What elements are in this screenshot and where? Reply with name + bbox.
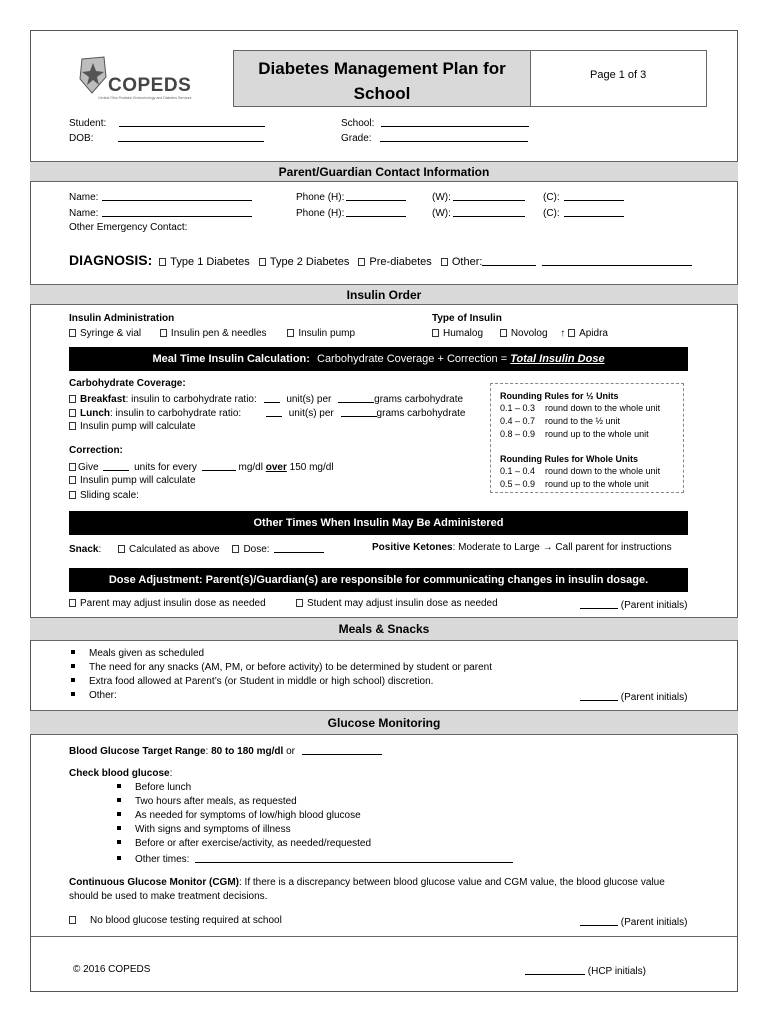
diagnosis-label: DIAGNOSIS: xyxy=(69,252,153,268)
contact-section-header: Parent/Guardian Contact Information xyxy=(30,161,738,182)
bullet-icon xyxy=(117,784,121,788)
glucose-parent-initials[interactable]: (Parent initials) xyxy=(580,915,687,928)
diagnosis-type2[interactable]: Type 2 Diabetes xyxy=(259,256,350,268)
meals-item-3: Other: xyxy=(71,690,117,701)
phone-w-1[interactable]: (W): xyxy=(432,190,525,203)
checkbox-icon[interactable] xyxy=(69,409,76,417)
checkbox-icon[interactable] xyxy=(159,258,166,266)
checkbox-icon[interactable] xyxy=(69,491,76,499)
student-label: Student: xyxy=(69,118,107,129)
pump-calc-row[interactable]: Insulin pump will calculate xyxy=(69,421,196,432)
correction-label: Correction: xyxy=(69,445,123,456)
rounding-half-rule-0: 0.1 – 0.3 round down to the whole unit xyxy=(500,403,661,413)
checkbox-icon[interactable] xyxy=(568,329,575,337)
phone-w-2[interactable]: (W): xyxy=(432,206,525,219)
diagnosis-other[interactable]: Other: xyxy=(441,256,693,268)
diagnosis-row xyxy=(69,252,692,268)
check-item-1: Two hours after meals, as requested xyxy=(117,796,297,807)
bullet-icon xyxy=(117,812,121,816)
rounding-whole-rule-0: 0.1 – 0.4 round down to the whole unit xyxy=(500,466,661,476)
student-field[interactable] xyxy=(69,116,265,129)
phone-c-2[interactable]: (C): xyxy=(543,206,624,219)
checkbox-icon[interactable] xyxy=(441,258,448,266)
target-range-row[interactable]: Blood Glucose Target Range: 80 to 180 mg/dl or xyxy=(69,744,382,757)
checkbox-icon[interactable] xyxy=(69,599,76,607)
meals-item-0: Meals given as scheduled xyxy=(71,648,204,659)
school-field[interactable] xyxy=(341,116,529,129)
contact-other[interactable]: Other Emergency Contact: xyxy=(69,222,188,233)
insulin-type-label: Type of Insulin xyxy=(432,313,502,324)
phone-h-1[interactable]: Phone (H): xyxy=(296,190,406,203)
phone-h-2[interactable]: Phone (H): xyxy=(296,206,406,219)
contact-name-1[interactable]: Name: xyxy=(69,190,252,203)
check-item-5[interactable]: Other times: xyxy=(117,852,513,865)
diagnosis-type1[interactable]: Type 1 Diabetes xyxy=(159,256,250,268)
bullet-icon xyxy=(117,856,121,860)
checkbox-icon[interactable] xyxy=(296,599,303,607)
other-times-header: Other Times When Insulin May Be Administered xyxy=(69,511,688,535)
copyright: © 2016 COPEDS xyxy=(73,964,151,975)
glucose-section-header: Glucose Monitoring xyxy=(30,710,738,735)
no-testing-row[interactable]: No blood glucose testing required at school xyxy=(69,915,282,926)
bullet-icon xyxy=(71,650,75,654)
bullet-icon xyxy=(71,678,75,682)
insulin-type-options xyxy=(432,328,608,339)
option-humalog[interactable]: Humalog xyxy=(432,328,483,339)
insulin-order-header: Insulin Order xyxy=(30,284,738,305)
phone-c-1[interactable]: (C): xyxy=(543,190,624,203)
check-glucose-label: Check blood glucose: xyxy=(69,768,173,779)
checkbox-icon[interactable] xyxy=(432,329,439,337)
bullet-icon xyxy=(117,840,121,844)
rounding-whole-title: Rounding Rules for Whole Units xyxy=(500,454,638,464)
diagnosis-prediabetes[interactable]: Pre-diabetes xyxy=(358,256,431,268)
cgm-line-2: should be used to make treatment decisions. xyxy=(69,891,268,902)
rounding-half-rule-2: 0.8 – 0.9 round up to the whole unit xyxy=(500,429,649,439)
meals-section-header: Meals & Snacks xyxy=(30,617,738,641)
option-apidra[interactable]: ↑ Apidra xyxy=(560,328,608,339)
dose-parent-initials[interactable]: (Parent initials) xyxy=(580,598,687,611)
rounding-whole-rule-1: 0.5 – 0.9 round up to the whole unit xyxy=(500,479,649,489)
grade-field[interactable] xyxy=(341,131,528,144)
checkbox-icon[interactable] xyxy=(358,258,365,266)
checkbox-icon[interactable] xyxy=(69,329,76,337)
snack-calculated[interactable]: Calculated as above xyxy=(118,544,220,555)
check-item-4: Before or after exercise/activity, as needed/requested xyxy=(117,838,371,849)
checkbox-icon[interactable] xyxy=(69,463,76,471)
bullet-icon xyxy=(117,798,121,802)
snack-row: Snack: Calculated as above Dose: xyxy=(69,542,324,555)
checkbox-icon[interactable] xyxy=(500,329,507,337)
breakfast-row[interactable]: Breakfast: insulin to carbohydrate ratio: unit(s) per grams carbohydrate xyxy=(69,392,463,405)
insulin-admin-options xyxy=(69,328,355,339)
bullet-icon xyxy=(117,826,121,830)
student-adjust[interactable]: Student may adjust insulin dose as needed xyxy=(296,598,498,609)
logo xyxy=(78,55,202,103)
option-novolog[interactable]: Novolog xyxy=(500,328,548,339)
logo-text: COPEDS xyxy=(108,75,192,96)
check-item-3: With signs and symptoms of illness xyxy=(117,824,291,835)
parent-adjust[interactable]: Parent may adjust insulin dose as needed xyxy=(69,598,266,609)
check-item-0: Before lunch xyxy=(117,782,191,793)
bullet-icon xyxy=(71,664,75,668)
school-label: School: xyxy=(341,118,375,129)
page-title-line2: School xyxy=(353,84,411,103)
checkbox-icon[interactable] xyxy=(69,422,76,430)
sliding-scale-row[interactable]: Sliding scale: xyxy=(69,490,139,501)
rounding-half-rule-1: 0.4 – 0.7 round to the ½ unit xyxy=(500,416,621,426)
dose-adjust-header: Dose Adjustment: Parent(s)/Guardian(s) are responsible for communicating changes in insulin dosage. xyxy=(69,568,688,592)
checkbox-icon[interactable] xyxy=(259,258,266,266)
checkbox-icon[interactable] xyxy=(232,545,239,553)
check-item-2: As needed for symptoms of low/high blood glucose xyxy=(117,810,361,821)
option-pump[interactable]: Insulin pump xyxy=(287,328,355,339)
cgm-line-1: Continuous Glucose Monitor (CGM): If there is a discrepancy between blood glucose value and CGM value, the blood glucose value xyxy=(69,877,665,888)
dob-field[interactable] xyxy=(69,131,264,144)
logo-subtext: Central Ohio Pediatric Endocrinology and Diabetes Services xyxy=(98,96,192,100)
checkbox-icon[interactable] xyxy=(69,395,76,403)
carb-coverage-label: Carbohydrate Coverage: xyxy=(69,378,186,389)
checkbox-icon[interactable] xyxy=(69,476,76,484)
contact-name-2[interactable]: Name: xyxy=(69,206,252,219)
pump-calc-row-2[interactable]: Insulin pump will calculate xyxy=(69,475,196,486)
page-number: Page 1 of 3 xyxy=(590,69,647,81)
give-row[interactable]: Give units for every mg/dl over 150 mg/dl xyxy=(69,460,334,473)
lunch-row[interactable]: Lunch: insulin to carbohydrate ratio: unit(s) per grams carbohydrate xyxy=(69,406,465,419)
checkbox-icon[interactable] xyxy=(118,545,125,553)
arrow-up-icon: ↑ xyxy=(560,328,566,339)
checkbox-icon[interactable] xyxy=(160,329,167,337)
insulin-admin-label: Insulin Administration xyxy=(69,313,175,324)
section-divider xyxy=(30,936,738,937)
meals-item-1: The need for any snacks (AM, PM, or before activity) to be determined by student or parent xyxy=(71,662,492,673)
logo-icon xyxy=(78,55,108,95)
bullet-icon xyxy=(71,692,75,696)
option-syringe[interactable]: Syringe & vial xyxy=(69,328,141,339)
ketones-row: Positive Ketones: Moderate to Large → Call parent for instructions xyxy=(372,542,672,553)
grade-label: Grade: xyxy=(341,133,372,144)
meals-item-2: Extra food allowed at Parent’s (or Student in middle or high school) discretion. xyxy=(71,676,433,687)
option-pen[interactable]: Insulin pen & needles xyxy=(160,328,267,339)
meals-parent-initials[interactable]: (Parent initials) xyxy=(580,690,687,703)
rounding-half-title: Rounding Rules for ½ Units xyxy=(500,391,619,401)
dob-label: DOB: xyxy=(69,133,94,144)
page-title-line1: Diabetes Management Plan for xyxy=(258,59,506,78)
meal-calc-header: Meal Time Insulin Calculation: Carbohydrate Coverage + Correction = Total Insulin Dose xyxy=(69,347,688,371)
checkbox-icon[interactable] xyxy=(69,916,76,924)
checkbox-icon[interactable] xyxy=(287,329,294,337)
hcp-initials[interactable]: (HCP initials) xyxy=(525,964,646,977)
snack-dose[interactable]: Dose: xyxy=(232,544,323,555)
